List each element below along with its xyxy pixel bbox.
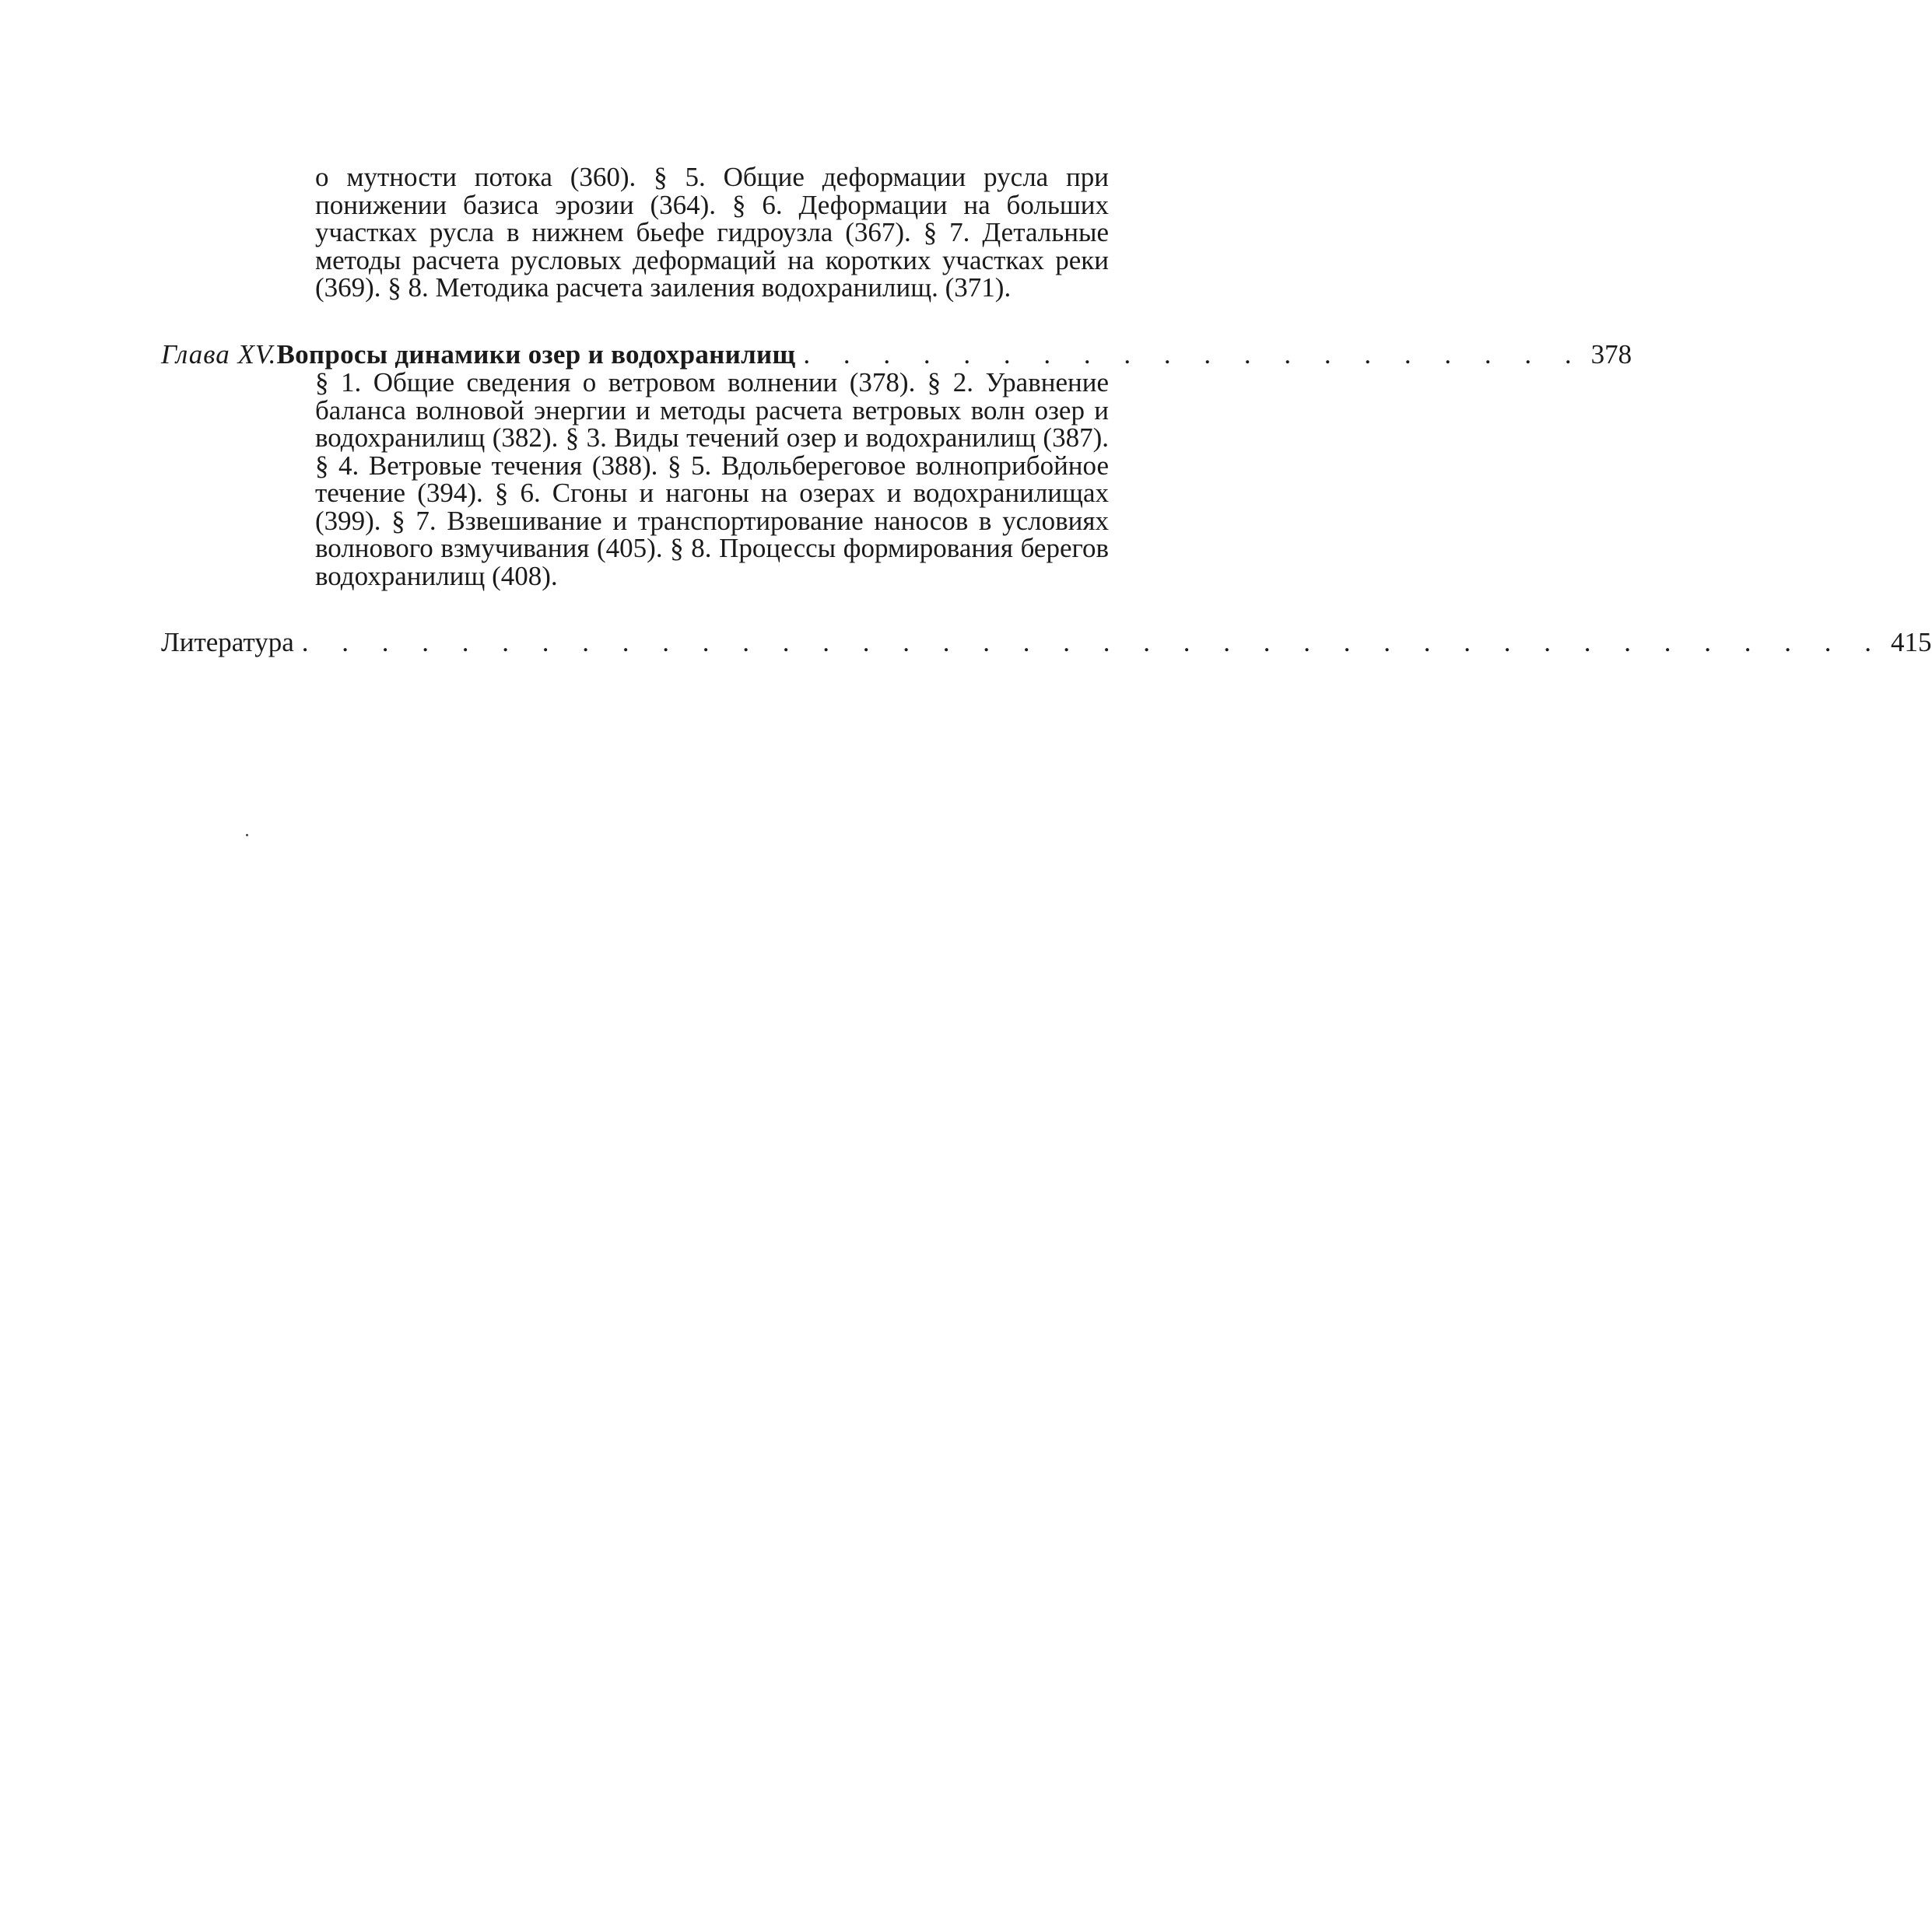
chapter-sections-text: § 1. Общие сведения о ветровом волнении (378). § 2. Уравнение баланса волновой энергии и методы расчета ветровых волн озер и водохранилищ (382). § 3. Виды течений озер и водохранилищ (387). § 4. Ветровые течения (388). § 5. Вдольбереговое волноприбойное течение (394). § 6. Сгоны и нагоны на озерах и водохранилищах (399). § 7. Взвешивание и транспортирование наносов в условиях волнового взмучивания (405). § 8. Процессы формирования берегов водохранилищ (408). (315, 367, 1109, 591)
dot-leader: . . . . . . . . . . . . . . . . . . . . . . . . . . . . . . . . . . . . . . . . (301, 627, 1885, 657)
toc-entry-chapter-xv (161, 339, 1632, 370)
scan-speck (246, 834, 248, 836)
literature-label: Литература (161, 627, 294, 657)
dot-leader: . . . . . . . . . . . . . . . . . . . . (803, 339, 1585, 370)
chapter-heading-row (161, 339, 1632, 370)
chapter-title: Вопросы динамики озер и водохранилищ (276, 339, 796, 370)
toc-entry-literature (161, 627, 1932, 658)
literature-page-number: 415 (1891, 627, 1932, 657)
chapter-label: Глава XV. (161, 339, 277, 370)
continued-sections-text: о мутности потока (360). § 5. Общие деформации русла при понижении базиса эрозии (364). § 6. Деформации на больших участках русла в нижнем бьефе гидроузла (367). § 7. Детальные методы расчета русловых деформаций на коротких участках реки (369). § 8. Методика расчета заиления водохранилищ. (371). (315, 162, 1109, 303)
literature-row (161, 627, 1932, 658)
chapter-page-number: 378 (1590, 339, 1632, 370)
